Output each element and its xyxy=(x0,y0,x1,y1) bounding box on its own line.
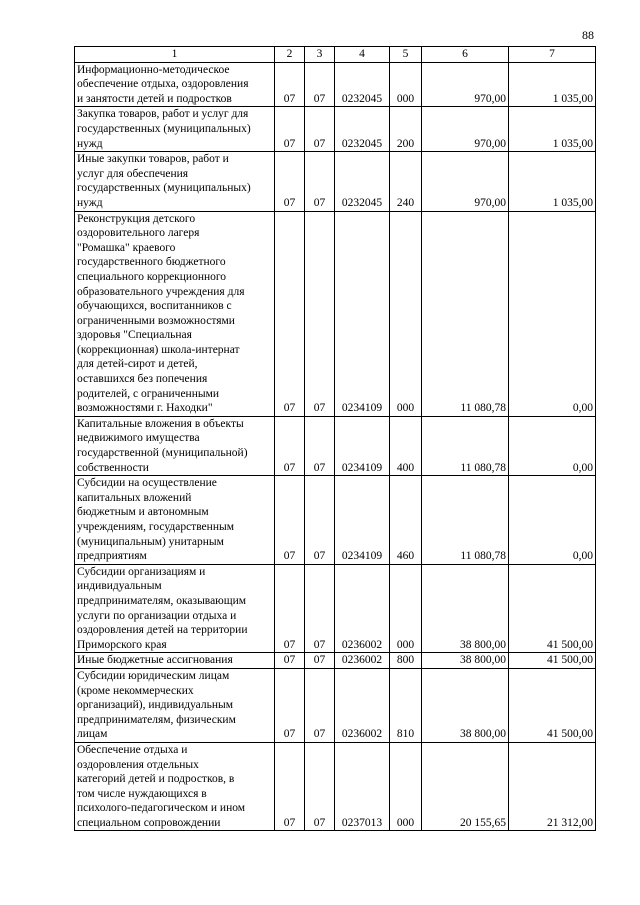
table-row xyxy=(75,564,596,653)
amount-col7: 1 035,00 xyxy=(509,62,596,107)
amount-col7: 0,00 xyxy=(509,476,596,565)
table-row xyxy=(75,62,596,107)
expense-type-code: 000 xyxy=(390,211,422,416)
amount-col7: 41 500,00 xyxy=(509,653,596,669)
amount-col6: 20 155,65 xyxy=(422,742,509,831)
row-description: Капитальные вложения в объекты недвижимого имущества государственной (муниципальной) собственности xyxy=(75,416,275,475)
amount-col6: 970,00 xyxy=(422,107,509,152)
header-row xyxy=(75,47,596,63)
header-cell: 2 xyxy=(275,47,305,63)
target-article-code: 0234109 xyxy=(335,476,390,565)
target-article-code: 0236002 xyxy=(335,668,390,742)
row-description: Субсидии на осуществление капитальных вложений бюджетным и автономным учреждениям, государственным (муниципальным) унитарным предприятиям xyxy=(75,476,275,565)
section-code: 07 xyxy=(275,62,305,107)
row-description: Иные бюджетные ассигнования xyxy=(75,653,275,669)
amount-col6: 11 080,78 xyxy=(422,416,509,475)
subsection-code: 07 xyxy=(305,476,335,565)
row-description: Субсидии организациям и индивидуальным предпринимателям, оказывающим услуги по организации отдыха и оздоровления детей на территории Приморского края xyxy=(75,564,275,653)
table-row xyxy=(75,107,596,152)
section-code: 07 xyxy=(275,742,305,831)
subsection-code: 07 xyxy=(305,668,335,742)
amount-col6: 38 800,00 xyxy=(422,564,509,653)
header-cell: 7 xyxy=(509,47,596,63)
amount-col7: 1 035,00 xyxy=(509,107,596,152)
expense-type-code: 200 xyxy=(390,107,422,152)
amount-col6: 38 800,00 xyxy=(422,668,509,742)
table-row xyxy=(75,668,596,742)
amount-col6: 11 080,78 xyxy=(422,476,509,565)
target-article-code: 0232045 xyxy=(335,107,390,152)
expense-type-code: 000 xyxy=(390,62,422,107)
subsection-code: 07 xyxy=(305,416,335,475)
target-article-code: 0236002 xyxy=(335,653,390,669)
target-article-code: 0232045 xyxy=(335,152,390,211)
target-article-code: 0237013 xyxy=(335,742,390,831)
subsection-code: 07 xyxy=(305,107,335,152)
row-description: Иные закупки товаров, работ и услуг для обеспечения государственных (муниципальных) нужд xyxy=(75,152,275,211)
header-cell: 4 xyxy=(335,47,390,63)
subsection-code: 07 xyxy=(305,742,335,831)
section-code: 07 xyxy=(275,668,305,742)
section-code: 07 xyxy=(275,211,305,416)
amount-col7: 41 500,00 xyxy=(509,668,596,742)
amount-col7: 1 035,00 xyxy=(509,152,596,211)
amount-col7: 0,00 xyxy=(509,211,596,416)
header-cell: 6 xyxy=(422,47,509,63)
section-code: 07 xyxy=(275,476,305,565)
table-row xyxy=(75,742,596,831)
row-description: Обеспечение отдыха и оздоровления отдельных категорий детей и подростков, в том числе нуждающихся в психолого-педагогическом и ином специальном сопровождении xyxy=(75,742,275,831)
section-code: 07 xyxy=(275,416,305,475)
target-article-code: 0236002 xyxy=(335,564,390,653)
expense-type-code: 000 xyxy=(390,742,422,831)
target-article-code: 0232045 xyxy=(335,62,390,107)
table-row xyxy=(75,211,596,416)
amount-col6: 11 080,78 xyxy=(422,211,509,416)
subsection-code: 07 xyxy=(305,211,335,416)
amount-col7: 21 312,00 xyxy=(509,742,596,831)
table-row xyxy=(75,476,596,565)
subsection-code: 07 xyxy=(305,564,335,653)
expense-type-code: 240 xyxy=(390,152,422,211)
table-row xyxy=(75,653,596,669)
section-code: 07 xyxy=(275,107,305,152)
subsection-code: 07 xyxy=(305,152,335,211)
target-article-code: 0234109 xyxy=(335,211,390,416)
page-number: 88 xyxy=(582,28,594,42)
amount-col6: 38 800,00 xyxy=(422,653,509,669)
expense-type-code: 800 xyxy=(390,653,422,669)
expense-type-code: 460 xyxy=(390,476,422,565)
subsection-code: 07 xyxy=(305,62,335,107)
section-code: 07 xyxy=(275,564,305,653)
expense-type-code: 400 xyxy=(390,416,422,475)
header-cell: 1 xyxy=(75,47,275,63)
row-description: Закупка товаров, работ и услуг для государственных (муниципальных) нужд xyxy=(75,107,275,152)
row-description: Информационно-методическое обеспечение отдыха, оздоровления и занятости детей и подростков xyxy=(75,62,275,107)
section-code: 07 xyxy=(275,152,305,211)
row-description: Субсидии юридическим лицам (кроме некоммерческих организаций), индивидуальным предпринимателям, физическим лицам xyxy=(75,668,275,742)
table-row xyxy=(75,416,596,475)
amount-col7: 0,00 xyxy=(509,416,596,475)
expense-type-code: 810 xyxy=(390,668,422,742)
amount-col6: 970,00 xyxy=(422,62,509,107)
amount-col6: 970,00 xyxy=(422,152,509,211)
header-cell: 3 xyxy=(305,47,335,63)
target-article-code: 0234109 xyxy=(335,416,390,475)
subsection-code: 07 xyxy=(305,653,335,669)
header-cell: 5 xyxy=(390,47,422,63)
amount-col7: 41 500,00 xyxy=(509,564,596,653)
budget-table xyxy=(74,46,596,831)
expense-type-code: 000 xyxy=(390,564,422,653)
section-code: 07 xyxy=(275,653,305,669)
table-row xyxy=(75,152,596,211)
row-description: Реконструкция детского оздоровительного лагеря "Ромашка" краевого государственного бюджетного специального коррекционного образовательного учреждения для обучающихся, воспитанников с ограниченными возможностями здоровья "Специальная (коррекционная) школа-интернат для детей-сирот и детей, оставшихся без попечения родителей, с ограниченными возможностями г. Находки" xyxy=(75,211,275,416)
